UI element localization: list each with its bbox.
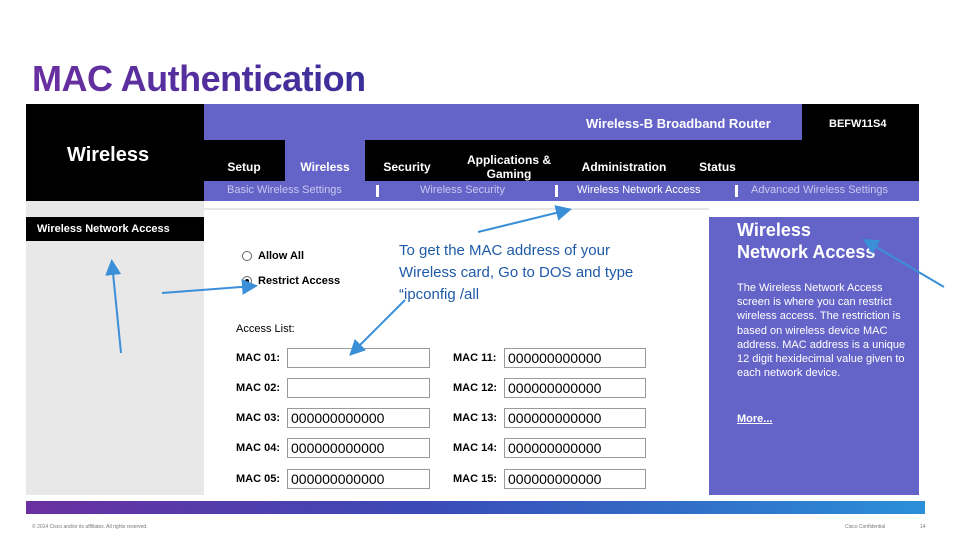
help-title-line2: Network Access xyxy=(737,242,876,262)
subtab-network-access[interactable]: Wireless Network Access xyxy=(577,184,701,196)
access-list-label: Access List: xyxy=(236,323,295,335)
tab-administration[interactable]: Administration xyxy=(581,160,667,174)
mac-11-label: MAC 11: xyxy=(453,352,497,364)
arrow-to-mac-input xyxy=(352,300,405,353)
footer-confidential: Cisco Confidential xyxy=(845,524,886,530)
help-title-line1: Wireless xyxy=(737,220,811,240)
product-name: Wireless-B Broadband Router xyxy=(586,116,771,131)
annotation-line2: Wireless card, Go to DOS and type xyxy=(399,264,634,281)
footer-copyright: © 2014 Cisco and/or its affiliates. All rights reserved. xyxy=(32,524,148,530)
subtab-advanced[interactable]: Advanced Wireless Settings xyxy=(751,184,888,196)
help-more-link[interactable]: More... xyxy=(737,413,773,425)
mac-13-input[interactable]: 000000000000 xyxy=(504,408,646,428)
left-section-heading: Wireless Network Access xyxy=(26,217,204,241)
tab-security[interactable]: Security xyxy=(383,160,431,174)
restrict-access-label: Restrict Access xyxy=(258,275,341,287)
mac-01-label: MAC 01: xyxy=(236,352,281,364)
mac-14-input[interactable]: 000000000000 xyxy=(504,438,646,458)
mac-15-input[interactable]: 000000000000 xyxy=(504,469,646,489)
mac-05-input[interactable]: 000000000000 xyxy=(287,469,430,489)
section-title: Wireless xyxy=(67,144,150,166)
annotation-line1: To get the MAC address of your xyxy=(399,242,610,259)
model-number: BEFW11S4 xyxy=(829,118,887,130)
mac-04-input[interactable]: 000000000000 xyxy=(287,438,430,458)
mac-11-input[interactable]: 000000000000 xyxy=(504,348,646,368)
mac-12-input[interactable]: 000000000000 xyxy=(504,378,646,398)
mac-05-label: MAC 05: xyxy=(236,473,281,485)
mac-14-label: MAC 14: xyxy=(453,442,498,454)
footer-gradient-bar xyxy=(26,501,925,514)
tab-setup[interactable]: Setup xyxy=(227,160,261,174)
mac-12-label: MAC 12: xyxy=(453,382,498,394)
mac-03-label: MAC 03: xyxy=(236,412,281,424)
arrow-to-subtab xyxy=(478,210,568,232)
arrow-to-left-heading xyxy=(112,263,121,353)
tab-wireless[interactable]: Wireless xyxy=(300,160,350,174)
mac-02-label: MAC 02: xyxy=(236,382,281,394)
annotation-line3: “ipconfig /all xyxy=(399,286,480,303)
mac-13-label: MAC 13: xyxy=(453,412,498,424)
help-text: The Wireless Network Access screen is where you can restrict wireless access. The restriction is based on wireless device MAC address. MAC address is a unique 12 digit hexidecimal value given to each network device. xyxy=(737,282,906,380)
footer-page-number: 14 xyxy=(920,524,926,530)
tab-status[interactable]: Status xyxy=(699,160,736,174)
arrow-to-restrict-radio xyxy=(162,286,254,293)
mac-04-label: MAC 04: xyxy=(236,442,281,454)
mac-15-label: MAC 15: xyxy=(453,473,498,485)
subtab-basic[interactable]: Basic Wireless Settings xyxy=(227,184,342,196)
tab-applications-line2: Gaming xyxy=(486,167,532,181)
allow-all-label: Allow All xyxy=(258,250,305,262)
slide-title: MAC Authentication xyxy=(32,58,366,99)
arrow-to-help-title xyxy=(866,241,944,287)
mac-03-input[interactable]: 000000000000 xyxy=(287,408,430,428)
subtab-security[interactable]: Wireless Security xyxy=(420,184,505,196)
tab-applications-line1: Applications & xyxy=(466,153,551,167)
